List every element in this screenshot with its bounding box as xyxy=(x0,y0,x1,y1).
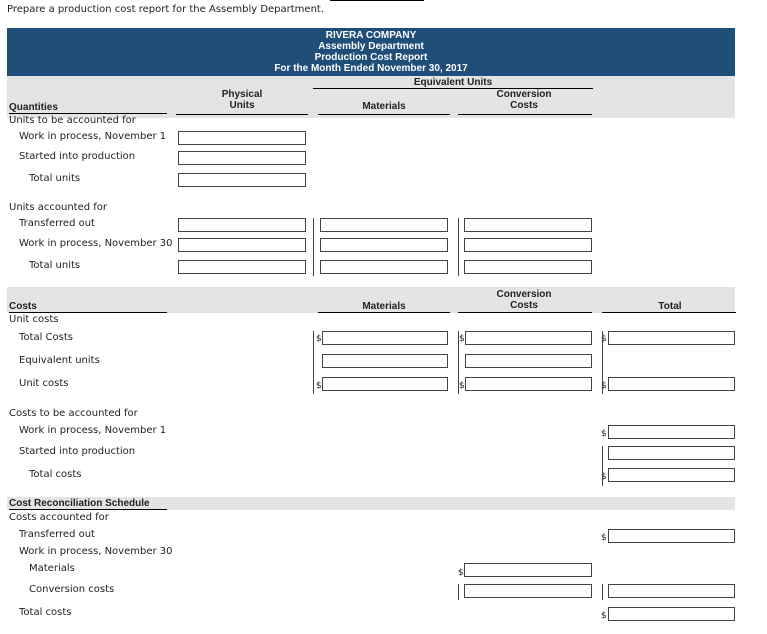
costs-total-bracket xyxy=(602,446,603,486)
equiv-units-materials-input[interactable] xyxy=(322,354,448,368)
recon-materials-input[interactable] xyxy=(464,563,592,577)
physical-units-heading xyxy=(178,89,306,111)
physical-underline xyxy=(176,114,308,115)
recon-total-input[interactable] xyxy=(608,607,735,621)
recon-wip-bracket xyxy=(602,584,603,600)
costs-title: Costs xyxy=(9,301,167,313)
started-physical-input[interactable] xyxy=(178,151,306,165)
materials-bracket xyxy=(313,218,314,276)
costs-total-input[interactable] xyxy=(608,468,735,482)
equiv-units-conversion-input[interactable] xyxy=(465,354,592,368)
unit-costs-label: Unit costs xyxy=(19,378,69,389)
total-heading: Total xyxy=(658,301,682,312)
costs-wip-nov1-input[interactable] xyxy=(608,425,735,439)
dollar-sign: $ xyxy=(459,381,465,391)
costs-conversion-underline xyxy=(458,312,592,313)
dollar-sign: $ xyxy=(459,334,465,344)
recon-conversion-input[interactable] xyxy=(464,584,592,598)
cost-conversion-bracket xyxy=(458,331,459,394)
department-name: Assembly Department xyxy=(318,41,424,52)
recon-conversion-bracket xyxy=(458,584,459,600)
costs-materials-underline xyxy=(318,312,450,313)
total-units-label: Total units xyxy=(29,173,81,184)
materials-heading: Materials xyxy=(362,101,406,112)
total-units2-materials-input[interactable] xyxy=(320,260,448,274)
total-units2-label: Total units xyxy=(29,260,81,271)
transferred-out-label: Transferred out xyxy=(19,218,95,229)
wip-nov30-physical-input[interactable] xyxy=(178,238,306,252)
cost-materials-bracket xyxy=(313,331,314,394)
cost-total-bracket xyxy=(602,331,603,394)
dollar-sign: $ xyxy=(601,611,607,621)
recon-conversion-label: Conversion costs xyxy=(29,584,115,595)
total-units2-physical-input[interactable] xyxy=(178,260,306,274)
wip-nov30-materials-input[interactable] xyxy=(320,238,448,252)
company-name: RIVERA COMPANY xyxy=(325,30,417,41)
units-accounted-label: Units accounted for xyxy=(9,202,108,213)
costs-started-input[interactable] xyxy=(608,446,735,460)
transferred-out-conversion-input[interactable] xyxy=(464,218,592,232)
dollar-sign: $ xyxy=(316,334,322,344)
physical-units-line2: Units xyxy=(229,100,255,111)
total-units2-conversion-input[interactable] xyxy=(464,260,592,274)
total-costs-total-input[interactable] xyxy=(608,331,735,345)
physical-units-line1: Physical xyxy=(221,89,263,100)
materials-underline xyxy=(318,114,450,115)
dollar-sign: $ xyxy=(601,429,607,439)
transferred-out-materials-input[interactable] xyxy=(320,218,448,232)
recon-materials-label: Materials xyxy=(29,563,75,574)
total-costs-conversion-input[interactable] xyxy=(465,331,592,345)
total-units-physical-input[interactable] xyxy=(178,173,306,187)
wip-nov1-physical-input[interactable] xyxy=(178,131,306,145)
costs-wip-nov1-label: Work in process, November 1 xyxy=(19,425,167,436)
dollar-sign: $ xyxy=(601,533,607,543)
report-name: Production Cost Report xyxy=(314,52,428,63)
costs-conversion-heading xyxy=(460,289,588,311)
unit-costs-conversion-input[interactable] xyxy=(465,377,592,391)
report-period: For the Month Ended November 30, 2017 xyxy=(274,63,468,74)
costs-materials-heading: Materials xyxy=(362,301,406,312)
report-banner xyxy=(7,28,735,76)
recon-wip-nov30-label: Work in process, November 30 xyxy=(19,546,173,557)
recon-total-label: Total costs xyxy=(19,607,72,618)
instruction-text: Prepare a production cost report for the Assembly Department. xyxy=(7,4,325,15)
conversion-line1: Conversion xyxy=(496,89,552,100)
dollar-sign: $ xyxy=(601,381,607,391)
unit-costs-total-input[interactable] xyxy=(608,377,735,391)
equivalent-units-label: Equivalent units xyxy=(19,355,100,366)
conversion-bracket xyxy=(458,218,459,276)
top-divider xyxy=(330,0,424,1)
unit-costs-section-label: Unit costs xyxy=(9,314,59,325)
wip-nov30-conversion-input[interactable] xyxy=(464,238,592,252)
equivalent-units-heading: Equivalent Units xyxy=(313,77,593,89)
total-costs-materials-input[interactable] xyxy=(322,331,448,345)
quantities-title: Quantities xyxy=(9,102,167,114)
conversion-costs-heading xyxy=(460,89,588,111)
dollar-sign: $ xyxy=(601,472,607,482)
costs-total-label: Total costs xyxy=(29,469,82,480)
reconciliation-title: Cost Reconciliation Schedule xyxy=(9,498,167,510)
conversion-underline xyxy=(458,114,592,115)
costs-started-label: Started into production xyxy=(19,446,136,457)
costs-conversion-line1: Conversion xyxy=(496,289,552,300)
recon-transferred-out-input[interactable] xyxy=(608,529,735,543)
units-to-be-accounted-label: Units to be accounted for xyxy=(9,115,136,126)
total-underline xyxy=(602,312,736,313)
total-costs-label: Total Costs xyxy=(19,332,73,343)
conversion-line2: Costs xyxy=(510,100,538,111)
transferred-out-physical-input[interactable] xyxy=(178,218,306,232)
wip-nov1-label: Work in process, November 1 xyxy=(19,131,167,142)
recon-wip-total-input[interactable] xyxy=(608,584,735,598)
wip-nov30-label: Work in process, November 30 xyxy=(19,238,173,249)
dollar-sign: $ xyxy=(458,568,464,578)
costs-conversion-line2: Costs xyxy=(510,300,538,311)
unit-costs-materials-input[interactable] xyxy=(322,377,448,391)
dollar-sign: $ xyxy=(601,334,607,344)
costs-accounted-label: Costs accounted for xyxy=(9,512,109,523)
started-label: Started into production xyxy=(19,151,136,162)
costs-to-be-accounted-label: Costs to be accounted for xyxy=(9,408,138,419)
recon-transferred-out-label: Transferred out xyxy=(19,529,95,540)
dollar-sign: $ xyxy=(316,381,322,391)
